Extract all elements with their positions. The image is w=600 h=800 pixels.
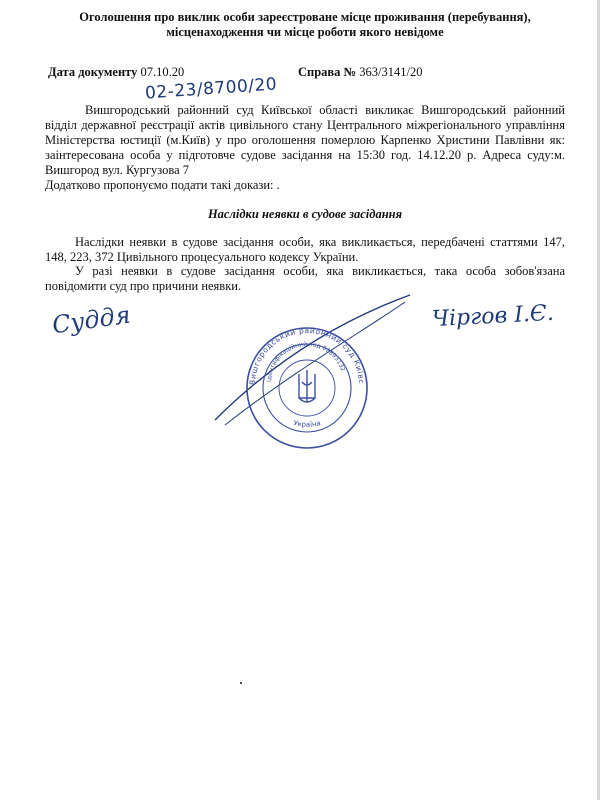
title-line-2: місценаходження чи місце роботи якого невідоме	[166, 25, 444, 39]
signature-swoosh	[215, 295, 410, 420]
handwritten-registration-number: 02-23/8700/20	[144, 74, 278, 104]
judge-signature-right: Чіргов І.Є.	[431, 300, 555, 333]
date-value: 07.10.20	[140, 65, 185, 79]
case-label: Справа №	[298, 65, 357, 79]
stray-mark	[240, 682, 242, 684]
consequences-paragraph: Наслідки неявки в судове засідання особи, яка викликається, передбачені статтями 147, 148, 223, 372 Цивільного процесуального кодексу України.	[45, 235, 565, 264]
stamp-outer-text: Вишгородський районний суд Київс	[247, 325, 367, 386]
trident-icon	[299, 370, 315, 402]
case-value: 363/3141/20	[359, 65, 423, 79]
svg-text:Україна	[293, 419, 322, 429]
case-number	[298, 65, 422, 80]
document-title	[40, 10, 570, 40]
stamp-bottom-text: Україна	[292, 419, 322, 429]
title-line-1: Оголошення про виклик особи зареєстроване місце проживання (перебування),	[79, 10, 531, 24]
document-date	[48, 65, 184, 80]
notification-paragraph: У разі неявки в судове засідання особи, яка викликається, така особа зобов'язана повідомити суд про причини неявки.	[45, 264, 565, 293]
svg-text:Ідентифікаційний код 02893132	[266, 341, 346, 382]
stamp-seal-graphic	[205, 290, 415, 450]
evidence-paragraph: Додатково пропонуємо подати такі докази: .	[45, 178, 280, 192]
summons-paragraph: Вишгородський районний суд Київської області викликає Вишгородський районний відділ державної реєстрації актів цивільного стану Центрального міжрегіонального управління Міністерства юстиції (м.Київ) у про оголошення померлою Карпенко Христини Павлівни як: заінтересована особа у підготовче судове засідання на 15:30 год. 14.12.20 р. Адреса суду:м. Вишгород вул. Кургузова 7	[45, 103, 565, 177]
court-stamp	[205, 290, 415, 450]
section-heading: Наслідки неявки в судове засідання	[207, 207, 403, 221]
stamp-inner-text: Ідентифікаційний код 02893132	[265, 340, 347, 383]
judge-signature-left: Суддя	[50, 300, 133, 340]
date-label: Дата документу	[48, 65, 138, 79]
